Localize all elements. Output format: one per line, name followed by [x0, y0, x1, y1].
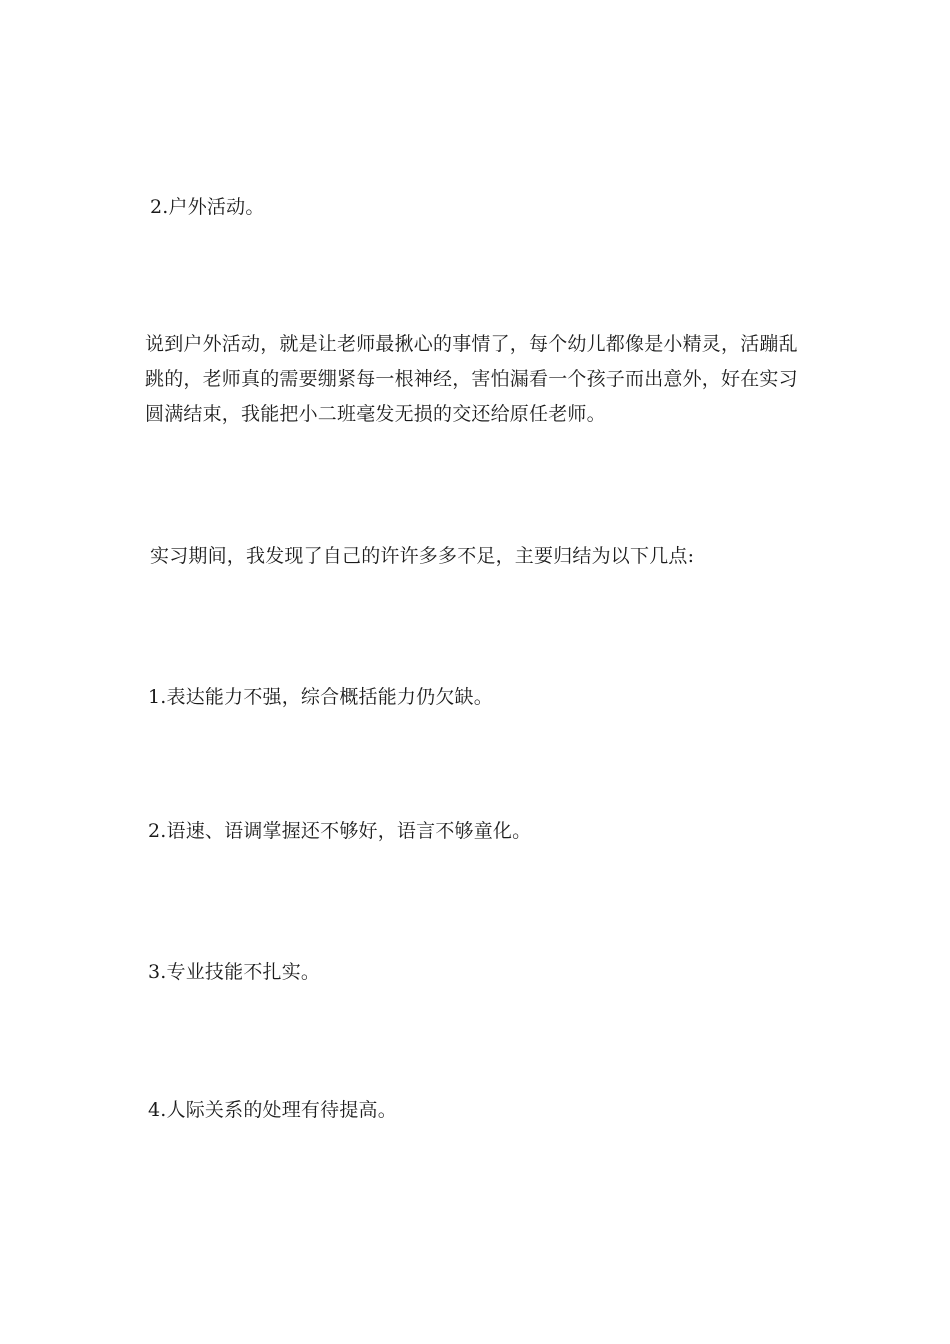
list-item-shortcoming-1: 1.表达能力不强，综合概括能力仍欠缺。: [148, 686, 493, 708]
list-item-shortcoming-2: 2.语速、语调掌握还不够好，语言不够童化。: [148, 820, 532, 842]
paragraph-shortcomings-intro: 实习期间，我发现了自己的许许多多不足，主要归结为以下几点:: [150, 545, 695, 567]
list-item-shortcoming-3: 3.专业技能不扎实。: [148, 961, 321, 983]
paragraph-outdoor-activity-body: 说到户外活动，就是让老师最揪心的事情了，每个幼儿都像是小精灵，活蹦乱跳的，老师真的需要绷紧每一根神经，害怕漏看一个孩子而出意外，好在实习圆满结束，我能把小二班毫发无损的交还给原任老师。: [145, 333, 798, 425]
paragraph-outdoor-activity-heading: 2.户外活动。: [150, 196, 265, 218]
list-item-shortcoming-4: 4.人际关系的处理有待提高。: [148, 1099, 397, 1121]
